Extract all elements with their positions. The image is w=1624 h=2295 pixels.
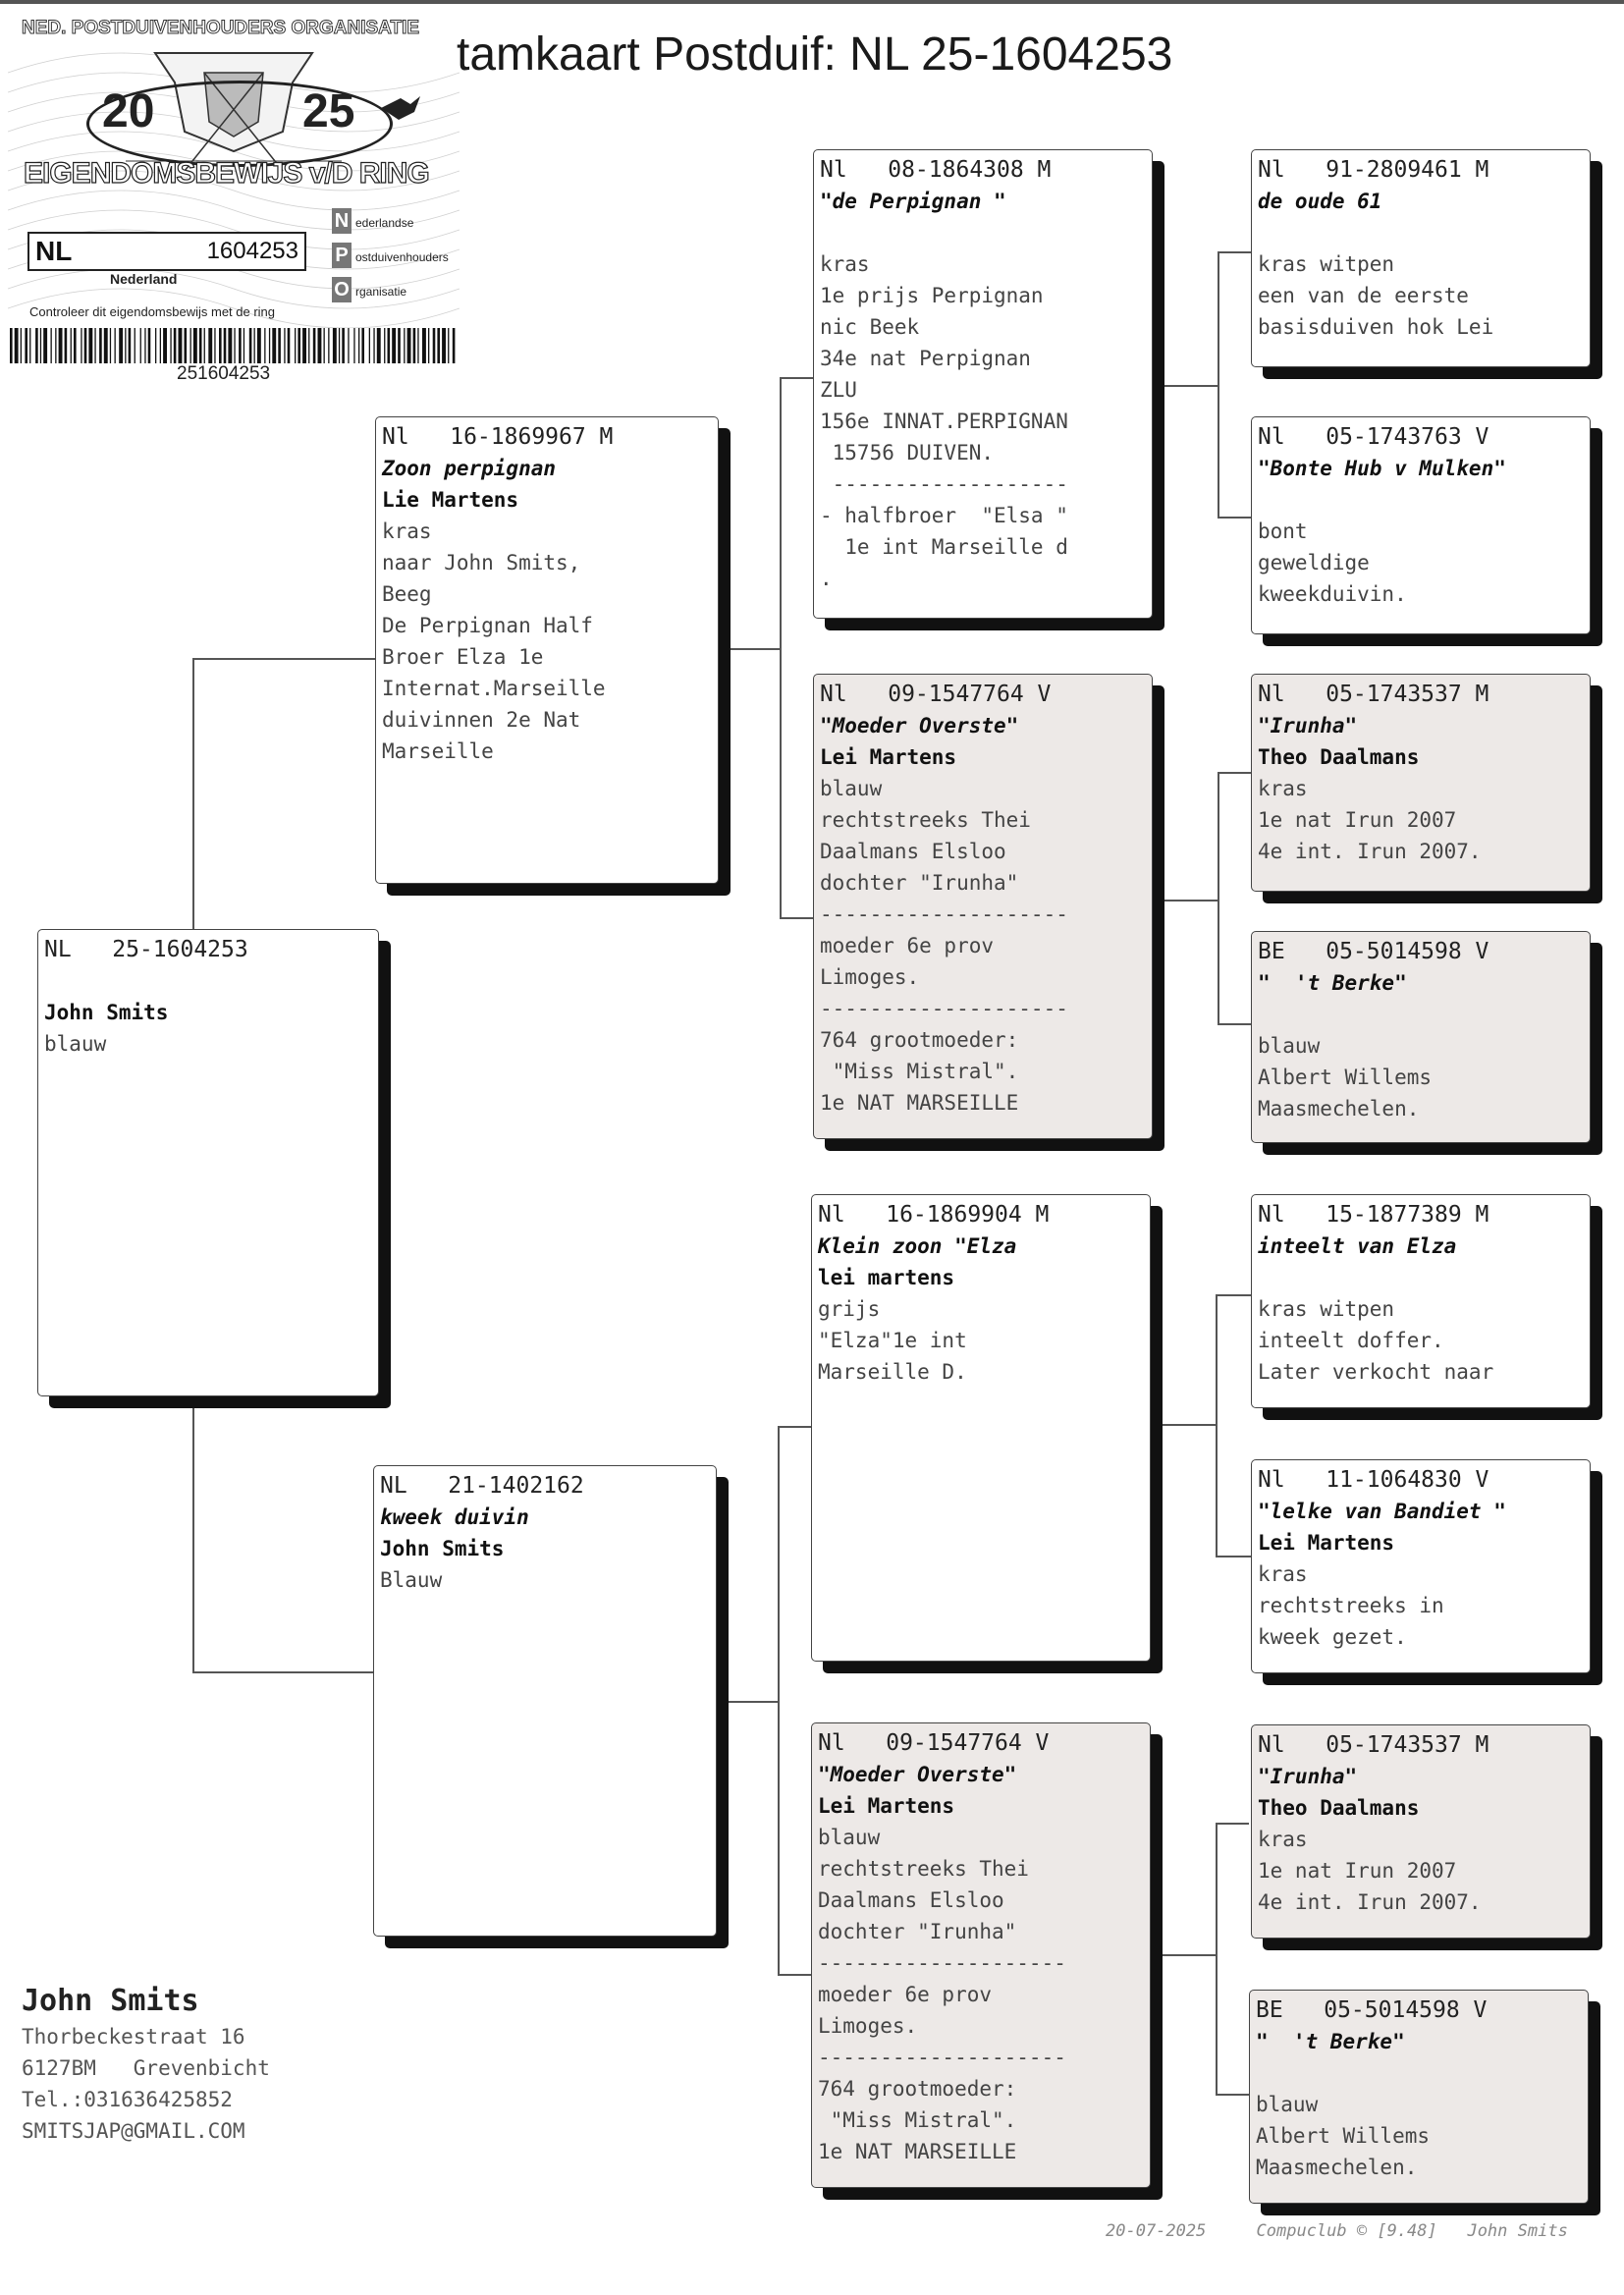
- barcode-bar: [185, 328, 188, 363]
- card-text-line: moeder 6e prov: [820, 934, 995, 957]
- barcode-bar: [125, 328, 126, 363]
- card-text-line: - halfbroer "Elsa ": [820, 504, 1068, 527]
- card-text-line: "Elza"1e int: [818, 1329, 967, 1352]
- card-text-line: een van de eerste: [1258, 284, 1469, 307]
- barcode-bar: [74, 328, 77, 363]
- barcode-bar: [59, 328, 63, 363]
- ring-number: Nl 05-1743537 M: [1258, 1732, 1489, 1758]
- npo-logo: [332, 206, 449, 309]
- barcode-bar: [65, 328, 68, 363]
- card-text-line: blauw: [818, 1826, 881, 1849]
- barcode-bar: [15, 328, 19, 363]
- card-mother-mother: [811, 1722, 1151, 2188]
- card-text-line: blauw: [1258, 1034, 1321, 1058]
- npo-letter-n: N: [332, 208, 352, 234]
- barcode-bar: [453, 328, 456, 363]
- connector: [1218, 772, 1251, 774]
- card-text-line: rechtstreeks Thei: [818, 1857, 1029, 1881]
- barcode-bar: [369, 328, 370, 363]
- npo-line-1: ederlandse: [355, 216, 414, 230]
- npo-line-3: rganisatie: [355, 285, 407, 299]
- card-text-line: dochter "Irunha": [820, 871, 1019, 895]
- barcode-bar: [417, 328, 418, 363]
- barcode-bar: [288, 328, 291, 363]
- connector: [1218, 251, 1251, 253]
- breeder-name: Theo Daalmans: [1258, 1796, 1420, 1820]
- card-text-line: "Miss Mistral".: [818, 2108, 1017, 2132]
- ring-number: Nl 08-1864308 M: [820, 157, 1052, 183]
- card-fm-mother: [1251, 931, 1591, 1143]
- barcode-bar: [353, 328, 354, 363]
- connector: [192, 658, 377, 660]
- barcode-bar: [29, 328, 30, 363]
- barcode-bar: [148, 328, 151, 363]
- barcode-bar: [361, 328, 364, 363]
- ring-number: Nl 91-2809461 M: [1258, 157, 1489, 183]
- barcode-bar: [25, 328, 27, 363]
- barcode-bar: [272, 328, 276, 363]
- card-text-line: Blauw: [380, 1568, 443, 1592]
- barcode-bar: [94, 328, 95, 363]
- barcode-bar: [295, 328, 296, 363]
- card-text-line: Beeg: [382, 582, 432, 606]
- ring-number: BE 05-5014598 V: [1256, 1997, 1488, 2023]
- card-mm-father: [1251, 1724, 1591, 1939]
- connector: [1218, 1023, 1251, 1025]
- pigeon-name: "Irunha": [1258, 1765, 1358, 1788]
- card-text-line: kras: [1258, 1828, 1308, 1851]
- pigeon-name: inteelt van Elza: [1258, 1234, 1457, 1258]
- card-text-line: moeder 6e prov: [818, 1983, 993, 2006]
- ring-number: Nl 16-1869967 M: [382, 424, 614, 450]
- connector: [1216, 1294, 1251, 1296]
- connector: [1218, 251, 1219, 519]
- barcode-bar: [384, 328, 385, 363]
- barcode-bar: [298, 328, 300, 363]
- barcode-bar: [115, 328, 116, 363]
- pigeon-name: " 't Berke": [1256, 2030, 1405, 2053]
- connector: [780, 377, 782, 919]
- pigeon-name: Klein zoon "Elza: [818, 1234, 1017, 1258]
- barcode-bar: [437, 328, 440, 363]
- barcode-bar: [170, 328, 171, 363]
- card-text-line: "Miss Mistral".: [820, 1060, 1019, 1083]
- pigeon-name: "de Perpignan ": [820, 190, 1006, 213]
- barcode-bar: [339, 328, 340, 363]
- card-text-line: Limoges.: [818, 2014, 918, 2038]
- barcode-bar: [208, 328, 212, 363]
- ring-number-box: [27, 232, 306, 271]
- barcode-bar: [264, 328, 265, 363]
- card-text-line: [1258, 217, 1584, 248]
- owner-phone: Tel.:031636425852: [22, 2088, 233, 2111]
- connector: [1216, 1556, 1251, 1557]
- card-text-line: 156e INNAT.PERPIGNAN: [820, 410, 1068, 433]
- barcode-bar: [160, 328, 161, 363]
- barcode-bar: [144, 328, 145, 363]
- barcode-bar: [199, 328, 202, 363]
- barcode-bar: [448, 328, 449, 363]
- card-text-line: --------------------: [818, 2046, 1066, 2069]
- card-text-line: nic Beek: [820, 315, 920, 339]
- card-text-line: [1258, 1262, 1584, 1293]
- pigeon-name: "Moeder Overste": [820, 714, 1019, 738]
- pigeon-name: "lelke van Bandiet ": [1258, 1500, 1506, 1523]
- breeder-name: John Smits: [380, 1537, 505, 1560]
- ring-number: 1604253: [206, 238, 298, 264]
- barcode-bar: [55, 328, 56, 363]
- card-text-line: 764 grootmoeder:: [820, 1028, 1019, 1052]
- card-text-line: [820, 217, 1146, 248]
- owner-block: [22, 1982, 270, 2147]
- card-text-line: kweek gezet.: [1258, 1625, 1407, 1649]
- card-text-line: [1256, 2057, 1582, 2089]
- card-text-line: Marseille: [382, 739, 494, 763]
- card-text-line: 1e nat Irun 2007: [1258, 1859, 1457, 1883]
- barcode-bar: [413, 328, 416, 363]
- barcode-bar: [228, 328, 232, 363]
- npo-line-2: ostduivenhouders: [355, 250, 449, 264]
- card-text-line: 1e NAT MARSEILLE: [818, 2140, 1017, 2163]
- barcode-bar: [404, 328, 405, 363]
- barcode-bar: [278, 328, 281, 363]
- connector: [1155, 900, 1218, 902]
- barcode-bar: [234, 328, 235, 363]
- connector: [1155, 385, 1218, 387]
- card-text-line: kras: [820, 252, 870, 276]
- barcode-bar: [129, 328, 132, 363]
- card-text-line: De Perpignan Half: [382, 614, 593, 637]
- card-text-line: naar John Smits,: [382, 551, 581, 574]
- card-ff-father: [1251, 149, 1591, 367]
- barcode-bar: [269, 328, 270, 363]
- pigeon-name: "Moeder Overste": [818, 1763, 1017, 1786]
- barcode-bar: [433, 328, 436, 363]
- pigeon-name: de oude 61: [1258, 190, 1382, 213]
- card-subject: [37, 929, 379, 1396]
- card-text-line: --------------------: [818, 1951, 1066, 1975]
- card-text-line: Daalmans Elsloo: [820, 840, 1006, 863]
- barcode-bar: [333, 328, 337, 363]
- card-text-line: Marseille D.: [818, 1360, 967, 1384]
- barcode-bar: [190, 328, 191, 363]
- card-text-line: kras: [382, 519, 432, 543]
- barcode-bar: [398, 328, 401, 363]
- card-text-line: blauw: [44, 1032, 107, 1056]
- card-text-line: --------------------: [820, 902, 1068, 926]
- breeder-name: Lie Martens: [382, 488, 519, 512]
- barcode-bar: [257, 328, 261, 363]
- npo-letter-o: O: [332, 277, 352, 302]
- barcode-bar: [342, 328, 345, 363]
- connector: [723, 1701, 778, 1703]
- ring-number: Nl 16-1869904 M: [818, 1202, 1050, 1228]
- owner-postcode-city: 6127BM Grevenbicht: [22, 2056, 270, 2080]
- owner-name: John Smits: [22, 1984, 199, 2018]
- card-mf-mother: [1251, 1459, 1591, 1673]
- pigeon-name: "Irunha": [1258, 714, 1358, 738]
- card-mf-father: [1251, 1194, 1591, 1408]
- card-text-line: kras witpen: [1258, 1297, 1395, 1321]
- certificate-org: NED. POSTDUIVENHOUDERS ORGANISATIE: [22, 18, 420, 38]
- connector: [1151, 1954, 1216, 1956]
- owner-email[interactable]: SMITSJAP@GMAIL.COM: [22, 2119, 245, 2143]
- barcode-bar: [174, 328, 177, 363]
- card-text-line: kras witpen: [1258, 252, 1395, 276]
- barcode-bar: [179, 328, 183, 363]
- ring-number: NL 25-1604253: [44, 937, 248, 962]
- connector: [1216, 2094, 1249, 2096]
- barcode-bar: [204, 328, 205, 363]
- ring-number: Nl 11-1064830 V: [1258, 1467, 1489, 1493]
- barcode-bar: [99, 328, 102, 363]
- barcode-bar: [308, 328, 309, 363]
- barcode-bar: [284, 328, 285, 363]
- card-text-line: Albert Willems: [1258, 1066, 1433, 1089]
- ring-ownership-certificate: [8, 14, 460, 387]
- year-right: 25: [302, 85, 355, 137]
- barcode-bar: [88, 328, 92, 363]
- card-text-line: 15756 DUIVEN.: [820, 441, 995, 464]
- barcode-bar: [10, 328, 13, 363]
- barcode-bar: [40, 328, 41, 363]
- ring-number: BE 05-5014598 V: [1258, 939, 1489, 964]
- card-text-line: Broer Elza 1e: [382, 645, 544, 669]
- card-text-line: blauw: [1256, 2093, 1319, 2116]
- footer-credit: 20-07-2025 Compuclub © [9.48] John Smits: [1106, 2221, 1568, 2241]
- card-text-line: Albert Willems: [1256, 2124, 1431, 2148]
- ring-number: Nl 15-1877389 M: [1258, 1202, 1489, 1228]
- card-text-line: Daalmans Elsloo: [818, 1888, 1004, 1912]
- connector: [780, 377, 815, 379]
- barcode-bar: [224, 328, 227, 363]
- barcode-bar: [35, 328, 38, 363]
- barcode-bar: [328, 328, 329, 363]
- pigeon-name: "Bonte Hub v Mulken": [1258, 457, 1506, 480]
- barcode-bar: [422, 328, 426, 363]
- connector: [1218, 772, 1219, 1025]
- pigeon-name: " 't Berke": [1258, 971, 1407, 995]
- card-text-line: ZLU: [820, 378, 857, 402]
- card-father: [375, 416, 719, 884]
- card-text-line: [44, 965, 372, 997]
- card-mother-father: [811, 1194, 1151, 1662]
- connector: [1216, 1294, 1218, 1557]
- connector: [192, 1671, 373, 1673]
- breeder-name: lei martens: [818, 1266, 955, 1289]
- breeder-name: Lei Martens: [1258, 1531, 1395, 1555]
- barcode-bar: [249, 328, 252, 363]
- barcode-bar: [163, 328, 167, 363]
- barcode-bar: [442, 328, 446, 363]
- card-text-line: 1e NAT MARSEILLE: [820, 1091, 1019, 1115]
- card-text-line: [1258, 999, 1584, 1030]
- pigeon-name: Zoon perpignan: [382, 457, 557, 480]
- barcode-bar: [214, 328, 215, 363]
- card-text-line: --------------------: [820, 997, 1068, 1020]
- card-text-line: 1e int Marseille d: [820, 535, 1068, 559]
- barcode-number: 251604253: [177, 363, 271, 384]
- card-text-line: 764 grootmoeder:: [818, 2077, 1017, 2101]
- card-text-line: -------------------: [820, 472, 1068, 496]
- barcode-bar: [358, 328, 359, 363]
- card-text-line: Maasmechelen.: [1258, 1097, 1420, 1120]
- card-text-line: 4e int. Irun 2007.: [1258, 1890, 1482, 1914]
- card-text-line: blauw: [820, 777, 883, 800]
- connector: [1218, 517, 1251, 519]
- barcode-bar: [254, 328, 255, 363]
- card-text-line: kweekduivin.: [1258, 582, 1407, 606]
- connector: [1216, 1823, 1249, 1825]
- card-text-line: 34e nat Perpignan: [820, 347, 1031, 370]
- barcode-bar: [324, 328, 325, 363]
- barcode-bar: [388, 328, 391, 363]
- ring-number: NL 21-1402162: [380, 1473, 584, 1499]
- breeder-name: John Smits: [44, 1001, 169, 1024]
- card-text-line: basisduiven hok Lei: [1258, 315, 1494, 339]
- barcode-bar: [348, 328, 349, 363]
- barcode-bar: [392, 328, 396, 363]
- barcode-bar: [71, 328, 72, 363]
- connector: [723, 648, 780, 650]
- certificate-controle-text: Controleer dit eigendomsbewijs met de ring: [29, 304, 276, 319]
- card-text-line: Limoges.: [820, 965, 920, 989]
- card-text-line: Internat.Marseille: [382, 677, 606, 700]
- pigeon-name: kweek duivin: [380, 1505, 529, 1529]
- connector: [192, 1393, 194, 1673]
- connector: [778, 1974, 813, 1976]
- ring-number: Nl 05-1743537 M: [1258, 682, 1489, 707]
- barcode-bar: [239, 328, 242, 363]
- card-text-line: geweldige: [1258, 551, 1370, 574]
- year-left: 20: [102, 85, 155, 137]
- connector: [1216, 1823, 1218, 2096]
- card-text-line: Maasmechelen.: [1256, 2156, 1418, 2179]
- breeder-name: Lei Martens: [820, 745, 957, 769]
- barcode-bar: [377, 328, 381, 363]
- breeder-name: Theo Daalmans: [1258, 745, 1420, 769]
- card-text-line: kras: [1258, 777, 1308, 800]
- country-name: Nederland: [110, 271, 178, 287]
- card-text-line: inteelt doffer.: [1258, 1329, 1444, 1352]
- ring-country: NL: [35, 236, 73, 266]
- npo-letter-p: P: [332, 243, 352, 268]
- card-text-line: grijs: [818, 1297, 881, 1321]
- card-father-father: [813, 149, 1153, 619]
- connector: [778, 1426, 780, 1976]
- barcode-bar: [313, 328, 316, 363]
- barcode-bar: [193, 328, 197, 363]
- card-ff-mother: [1251, 416, 1591, 634]
- barcode-bar: [373, 328, 374, 363]
- barcode-bar: [155, 328, 156, 363]
- card-text-line: 4e int. Irun 2007.: [1258, 840, 1482, 863]
- breeder-name: Lei Martens: [818, 1794, 955, 1818]
- connector: [192, 658, 194, 931]
- barcode-bar: [407, 328, 411, 363]
- card-text-line: rechtstreeks in: [1258, 1594, 1444, 1617]
- ring-number: Nl 05-1743763 V: [1258, 424, 1489, 450]
- barcode-bar: [43, 328, 47, 363]
- card-text-line: kras: [1258, 1562, 1308, 1586]
- connector: [780, 917, 815, 919]
- certificate-subtitle: EIGENDOMSBEWIJS v/D RING: [24, 157, 429, 190]
- barcode-bar: [51, 328, 52, 363]
- card-text-line: .: [820, 567, 833, 590]
- card-mm-mother: [1249, 1990, 1589, 2204]
- card-text-line: 1e nat Irun 2007: [1258, 808, 1457, 832]
- card-fm-father: [1251, 674, 1591, 892]
- owner-address: Thorbeckestraat 16: [22, 2025, 245, 2049]
- barcode-bar: [119, 328, 123, 363]
- barcode-bar: [110, 328, 111, 363]
- card-text-line: [1258, 484, 1584, 516]
- ring-number: Nl 09-1547764 V: [820, 682, 1052, 707]
- card-text-line: duivinnen 2e Nat: [382, 708, 581, 732]
- connector: [778, 1426, 813, 1428]
- barcode-bar: [219, 328, 222, 363]
- barcode-bar: [140, 328, 141, 363]
- card-mother: [373, 1465, 717, 1937]
- card-text-line: bont: [1258, 519, 1308, 543]
- barcode-bar: [21, 328, 22, 363]
- barcode-bar: [302, 328, 306, 363]
- card-text-line: dochter "Irunha": [818, 1920, 1017, 1943]
- barcode-bar: [84, 328, 87, 363]
- card-text-line: rechtstreeks Thei: [820, 808, 1031, 832]
- page-title: tamkaart Postduif: NL 25-1604253: [457, 28, 1173, 81]
- card-father-mother: [813, 674, 1153, 1139]
- card-text-line: Later verkocht naar: [1258, 1360, 1494, 1384]
- connector: [1153, 1424, 1216, 1426]
- ring-number: Nl 09-1547764 V: [818, 1730, 1050, 1756]
- barcode-bar: [428, 328, 429, 363]
- top-border: [0, 0, 1624, 4]
- barcode-bar: [104, 328, 108, 363]
- barcode-bar: [318, 328, 322, 363]
- card-text-line: 1e prijs Perpignan: [820, 284, 1044, 307]
